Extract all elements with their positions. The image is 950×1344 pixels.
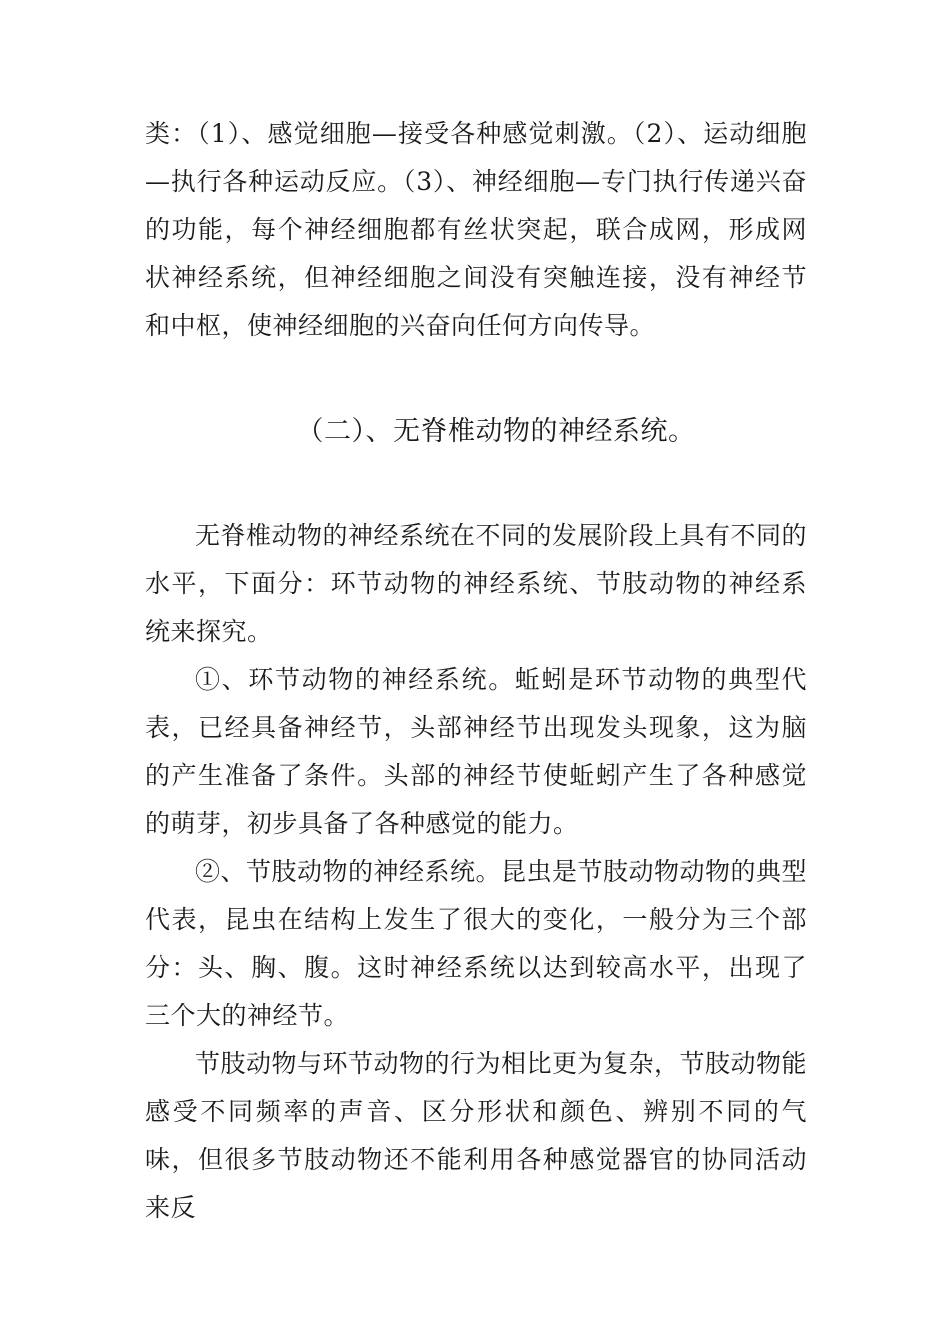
paragraph-comparison: 节肢动物与环节动物的行为相比更为复杂，节肢动物能感受不同频率的声音、区分形状和颜色、辨别不同的气味，但很多节肢动物还不能利用各种感觉器官的协同活动来反	[145, 1049, 808, 1222]
body-text-top	[145, 110, 807, 350]
paragraph-arthropod: ②、节肢动物的神经系统。昆虫是节肢动物动物的典型代表，昆虫在结构上发生了很大的变化，一般分为三个部分：头、胸、腹。这时神经系统以达到较高水平，出现了三个大的神经节。	[145, 857, 808, 1030]
section-heading: （二）、无脊椎动物的神经系统。	[296, 416, 696, 447]
paragraph-intro: 无脊椎动物的神经系统在不同的发展阶段上具有不同的水平，下面分：环节动物的神经系统、节肢动物的神经系统来探究。	[145, 521, 808, 646]
paragraph-annelid: ①、环节动物的神经系统。蚯蚓是环节动物的典型代表，已经具备神经节，头部神经节出现发头现象，这为脑的产生准备了条件。头部的神经节使蚯蚓产生了各种感觉的萌芽，初步具备了各种感觉的能力。	[145, 665, 807, 838]
body-text-main	[145, 512, 807, 1232]
paragraph-cell-types: 类：（1）、感觉细胞—接受各种感觉刺激。（2）、运动细胞—执行各种运动反应。（3）、神经细胞—专门执行传递兴奋的功能，每个神经细胞都有丝状突起，联合成网，形成网状神经系统，但神经细胞之间没有突触连接，没有神经节和中枢，使神经细胞的兴奋向任何方向传导。	[145, 119, 807, 340]
